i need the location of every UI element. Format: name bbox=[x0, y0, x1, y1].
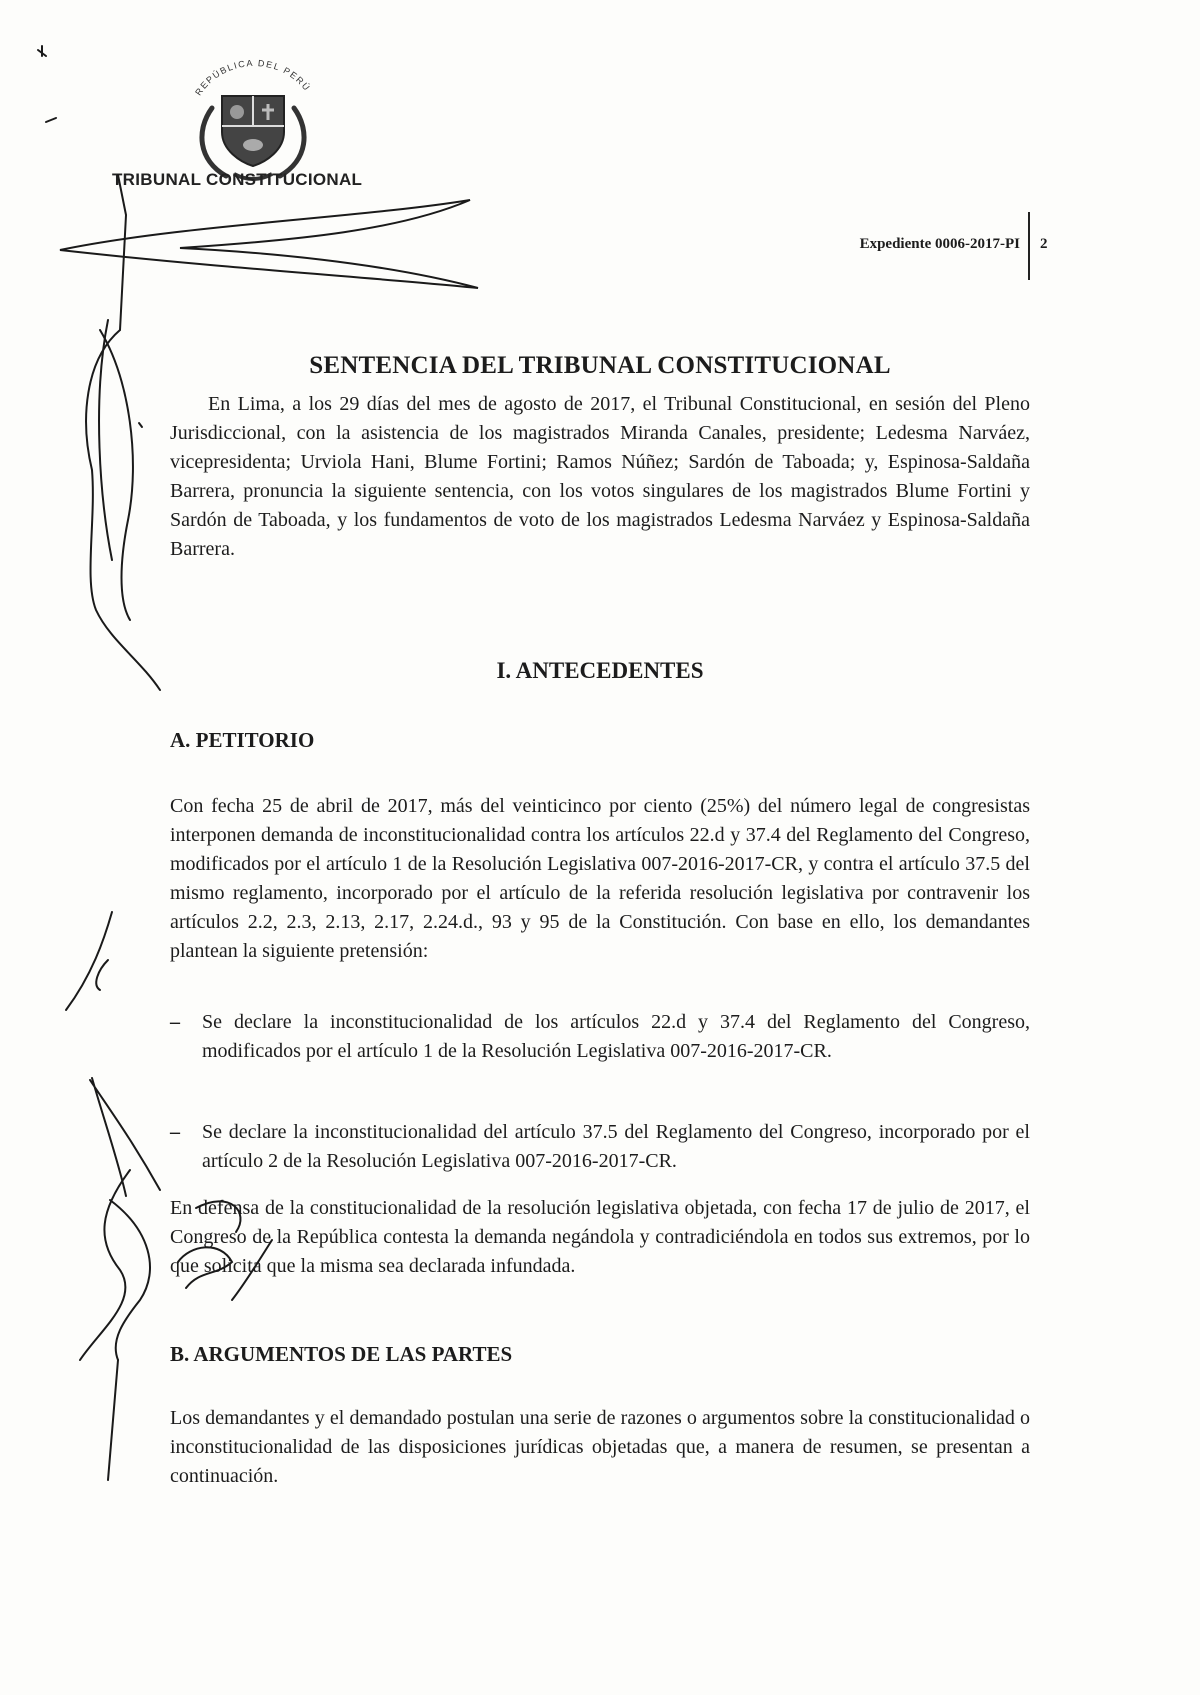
header-divider bbox=[1028, 212, 1030, 280]
svg-text:REPÚBLICA DEL PERÚ bbox=[193, 58, 312, 97]
list-item bbox=[170, 1008, 1030, 1066]
section-heading-antecedentes: I. ANTECEDENTES bbox=[496, 658, 704, 683]
page-number: 2 bbox=[1040, 236, 1048, 252]
list-item bbox=[170, 1118, 1030, 1176]
bullet-dash: – bbox=[170, 1011, 180, 1033]
document-title: SENTENCIA DEL TRIBUNAL CONSTITUCIONAL bbox=[309, 352, 891, 379]
expediente-number: Expediente 0006-2017-PI bbox=[859, 236, 1020, 252]
subsection-heading-petitorio: A. PETITORIO bbox=[170, 728, 315, 752]
bullet-dash: – bbox=[170, 1121, 180, 1143]
seal-text: REPÚBLICA DEL PERÚ bbox=[193, 57, 313, 98]
list-item-text: Se declare la inconstitucionalidad del artículo 37.5 del Reglamento del Congreso, incorporado por el artículo 2 de la Resolución Legislativa 007-2016-2017-CR. bbox=[202, 1121, 1030, 1172]
argumentos-paragraph: Los demandantes y el demandado postulan una serie de razones o argumentos sobre la constitucionalidad o inconstitucionalidad de las disposiciones jurídicas objetadas que, a manera de resumen, se presentan a continuación. bbox=[170, 1407, 1030, 1487]
petitorio-paragraph: Con fecha 25 de abril de 2017, más del veinticinco por ciento (25%) del número legal de congresistas interponen demanda de inconstitucionalidad contra los artículos 22.d y 37.4 del Reglamento del Congreso, modificados por el artículo 1 de la Resolución Legislativa 007-2016-2017-CR, y contra el artículo 37.5 del mismo reglamento, incorporado por el artículo de la referida resolución legislativa por contravenir los artículos 2.2, 2.3, 2.13, 2.17, 2.24.d., 93 y 95 de la Constitución. Con base en ello, los demandantes plantean la siguiente pretensión: bbox=[170, 795, 1030, 962]
intro-paragraph: En Lima, a los 29 días del mes de agosto de 2017, el Tribunal Constitucional, en sesión del Pleno Jurisdiccional, con la asistencia de los magistrados Miranda Canales, presidente; Ledesma Narváez, vicepresidenta; Urviola Hani, Blume Fortini; Ramos Núñez; Sardón de Taboada; y, Espinosa-Saldaña Barrera, pronuncia la siguiente sentencia, con los votos singulares de los magistrados Blume Fortini y Sardón de Taboada, y los fundamentos de voto de los magistrados Ledesma Narváez y Espinosa-Saldaña Barrera. bbox=[170, 393, 1030, 560]
organization-name: TRIBUNAL CONSTITUCIONAL bbox=[112, 170, 363, 189]
list-item-text: Se declare la inconstitucionalidad de los artículos 22.d y 37.4 del Reglamento del Congreso, modificados por el artículo 1 de la Resolución Legislativa 007-2016-2017-CR. bbox=[202, 1011, 1030, 1062]
defensa-paragraph: En defensa de la constitucionalidad de la resolución legislativa objetada, con fecha 17 de julio de 2017, el Congreso de la República contesta la demanda negándola y contradiciéndola en todos sus extremos, por lo que solicita que la misma sea declarada infundada. bbox=[170, 1197, 1030, 1277]
subsection-heading-argumentos: B. ARGUMENTOS DE LAS PARTES bbox=[170, 1342, 513, 1366]
